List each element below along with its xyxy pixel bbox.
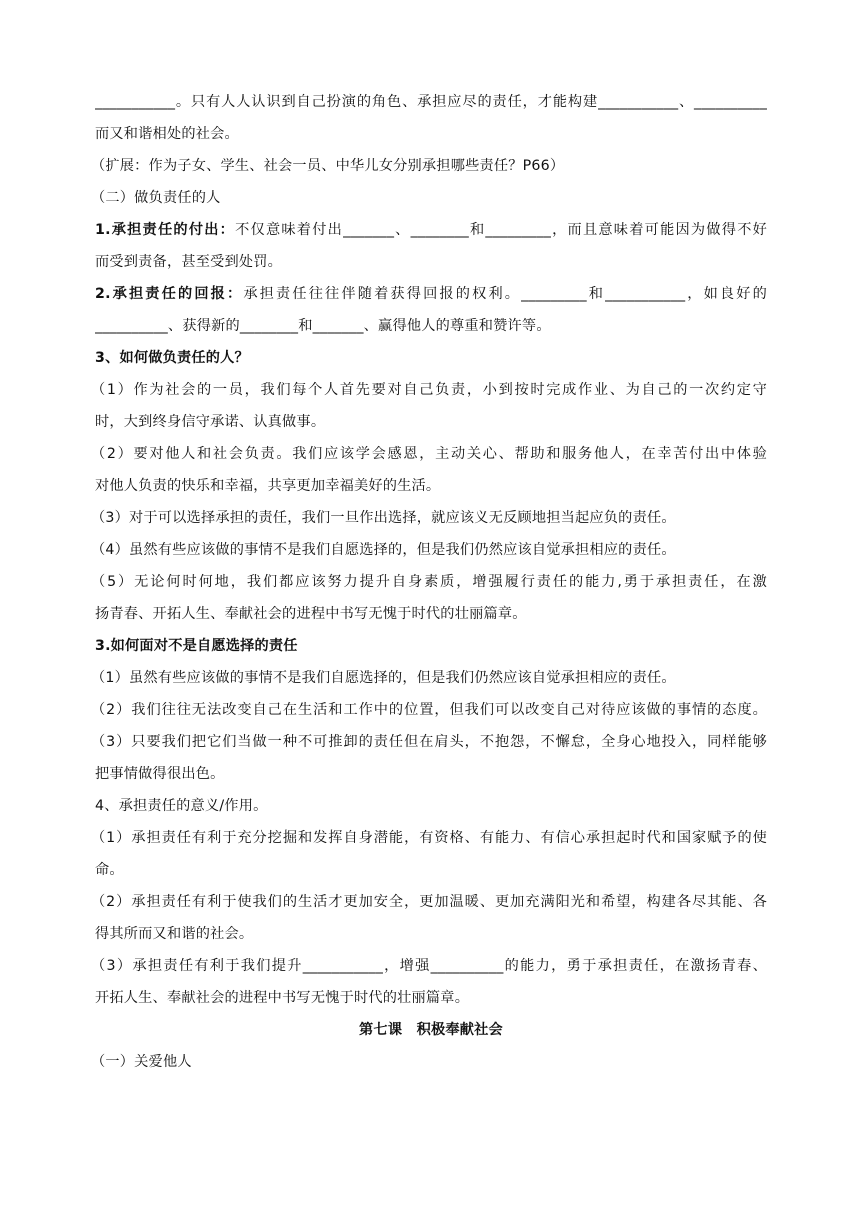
- text-line-cost-of-responsibility: [95, 214, 767, 246]
- section-heading-meaning-of-responsibility: 4、承担责任的意义/作用。: [95, 798, 268, 814]
- text-line: （2）我们往往无法改变自己在生活和工作中的位置，但我们可以改变自己对待应该做的事情的态度。: [91, 702, 767, 718]
- text-line: （3）只要我们把它们当做一种不可推卸的责任但在肩头，不抱怨，不懈怠，全身心地投入，同样能够: [91, 734, 767, 750]
- section-heading-non-voluntary-responsibility: 3.如何面对不是自愿选择的责任: [95, 638, 298, 654]
- document-page: [91, 86, 767, 1078]
- text-line: （3）对于可以选择承担的责任，我们一旦作出选择，就应该义无反顾地担当起应负的责任。: [91, 510, 676, 526]
- text-line: （4）虽然有些应该做的事情不是我们自愿选择的，但是我们仍然应该自觉承担相应的责任。: [91, 542, 676, 558]
- section-heading-how-to-be-responsible: 3、如何做负责任的人？: [95, 350, 249, 366]
- text-line: （1）承担责任有利于充分挖掘和发挥自身潜能，有资格、有能力、有信心承担起时代和国家赋予的使: [91, 830, 767, 846]
- lesson-title: 第七课 积极奉献社会: [359, 1022, 503, 1038]
- section-heading-responsible-person: （二）做负责任的人: [91, 190, 221, 206]
- text-line: （2）要对他人和社会负责。我们应该学会感恩，主动关心、帮助和服务他人，在幸苦付出中体验: [91, 446, 767, 462]
- text-line: 而受到责备，甚至受到处罚。: [95, 254, 283, 270]
- text-line-fill-blanks-meaning: （3）承担责任有利于我们提升___________，增强__________的能力，勇于承担责任，在激扬青春、: [91, 958, 767, 974]
- item-heading-reward: 2.承担责任的回报：: [95, 286, 244, 302]
- text-line: 命。: [95, 862, 124, 878]
- extension-note: （扩展：作为子女、学生、社会一员、中华儿女分别承担哪些责任？P66）: [91, 158, 565, 174]
- text-line: （1）作为社会的一员，我们每个人首先要对自己负责，小到按时完成作业、为自己的一次约定守: [91, 382, 767, 398]
- text-line: __________、获得新的________和_______、赢得他人的尊重和赞许等。: [95, 318, 551, 334]
- text-line: 开拓人生、奉献社会的进程中书写无愧于时代的壮丽篇章。: [95, 990, 470, 1006]
- item-heading-cost: 1.承担责任的付出：: [95, 222, 236, 238]
- item-body-reward: 承担责任往往伴随着获得回报的权利。_________和___________，如良好的: [243, 286, 767, 302]
- text-line: 把事情做得很出色。: [95, 766, 225, 782]
- section-heading-care-for-others: （一）关爱他人: [91, 1054, 192, 1070]
- text-line: 得其所而又和谐的社会。: [95, 926, 254, 942]
- text-line: 对他人负责的快乐和幸福，共享更加幸福美好的生活。: [95, 478, 441, 494]
- text-line: （5）无论何时何地，我们都应该努力提升自身素质，增强履行责任的能力,勇于承担责任，在激: [91, 574, 767, 590]
- text-line-fill-blanks-society: ___________。只有人人认识到自己扮演的角色、承担应尽的责任，才能构建___________、__________: [95, 94, 767, 110]
- text-line: 而又和谐相处的社会。: [95, 126, 239, 142]
- text-line-reward-of-responsibility: [95, 278, 767, 310]
- text-line: （1）虽然有些应该做的事情不是我们自愿选择的，但是我们仍然应该自觉承担相应的责任。: [91, 670, 676, 686]
- text-line: （2）承担责任有利于使我们的生活才更加安全，更加温暖、更加充满阳光和希望，构建各尽其能、各: [91, 894, 767, 910]
- text-line: 时，大到终身信守承诺、认真做事。: [95, 414, 326, 430]
- item-body-cost: 不仅意味着付出_______、________和_________，而且意味着可能因为做得不好: [235, 222, 767, 238]
- text-line: 扬青春、开拓人生、奉献社会的进程中书写无愧于时代的壮丽篇章。: [95, 606, 527, 622]
